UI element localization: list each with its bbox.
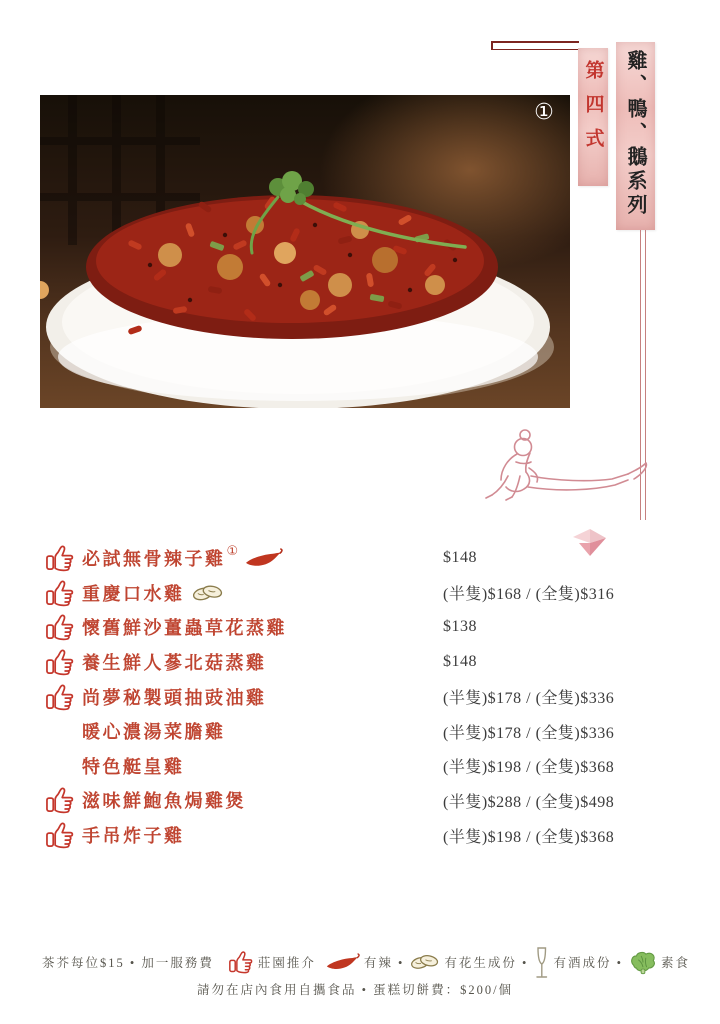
menu-item-row: [45, 541, 670, 576]
menu-item-row: [45, 783, 670, 818]
peanut-icon: [410, 953, 440, 971]
thumb-up-icon: [45, 613, 82, 641]
thumb-up-icon: [45, 544, 82, 572]
dish-price: $148: [443, 549, 477, 567]
menu-item-row: [45, 749, 670, 784]
dish-photo-art: [40, 95, 570, 408]
dish-price: (半隻)$198 / (全隻)$368: [443, 759, 615, 777]
thumb-up-icon: [228, 950, 254, 974]
dish-price: $138: [443, 618, 477, 636]
chili-icon: [245, 548, 283, 568]
peanut-icon: [192, 583, 224, 603]
footer-service-note: 茶芥每位$15 • 加一服務費: [42, 956, 214, 970]
dish-price: $148: [443, 653, 477, 671]
dish-price: (半隻)$168 / (全隻)$316: [443, 586, 615, 604]
legend-label-recommend: 莊園推介: [257, 956, 316, 970]
legend-label-peanut: 有花生成份 •: [444, 956, 529, 970]
menu-item-row: [45, 714, 670, 749]
menu-item-row: [45, 818, 670, 853]
dish-name: 重慶口水雞: [82, 583, 185, 604]
dish-price: (半隻)$198 / (全隻)$368: [443, 828, 615, 846]
dish-price: (半隻)$178 / (全隻)$336: [443, 690, 615, 708]
dish-name: 養生鮮人蔘北菇蒸雞: [82, 653, 267, 674]
vegetable-icon: [629, 950, 657, 975]
thumb-slot-empty: [45, 717, 82, 745]
legend-label-vegetarian: 素食: [660, 956, 690, 970]
thumb-up-icon: [45, 786, 82, 814]
dish-name: 手吊炸子雞: [82, 826, 185, 847]
kungfu-figure-illustration: [468, 424, 653, 519]
series-banner: [616, 42, 655, 230]
dish-name: 懷舊鮮沙薑蟲草花蒸雞: [82, 618, 287, 639]
photo-number-badge: ①: [534, 100, 554, 125]
legend-label-spicy: 有辣 •: [363, 956, 405, 970]
dish-name: 暖心濃湯菜膽雞: [82, 722, 226, 743]
dish-number-superscript: ①: [226, 543, 239, 559]
dish-photo: [40, 95, 570, 408]
series-banner-label: 雞、鴨、鵝系列: [624, 50, 646, 218]
thumb-up-icon: [45, 821, 82, 849]
dish-name: 必試無骨辣子雞: [82, 549, 226, 570]
dish-name: 尚夢秘製頭抽豉油雞: [82, 687, 267, 708]
decorative-double-rule: [492, 41, 579, 50]
wine-glass-icon: [534, 946, 549, 979]
dish-price: (半隻)$288 / (全隻)$498: [443, 793, 615, 811]
dish-price: (半隻)$178 / (全隻)$336: [443, 724, 615, 742]
thumb-up-icon: [45, 579, 82, 607]
menu-item-row: [45, 610, 670, 645]
thumb-up-icon: [45, 648, 82, 676]
footer-legend: [42, 942, 690, 982]
menu-item-row: [45, 679, 670, 714]
dish-name: 特色艇皇雞: [82, 756, 185, 777]
chili-icon: [326, 953, 360, 971]
style-banner: [578, 48, 608, 186]
footer-policy-note: 請勿在店內食用自攜食品 • 蛋糕切餅費：$200/個: [196, 983, 514, 997]
dish-name: 滋味鮮鮑魚焗雞煲: [82, 791, 246, 812]
menu-item-row: [45, 645, 670, 680]
thumb-slot-empty: [45, 752, 82, 780]
legend-label-alcohol: 有酒成份 •: [553, 956, 623, 970]
menu-item-row: [45, 576, 670, 611]
style-banner-label: 第四式: [582, 60, 604, 162]
thumb-up-icon: [45, 683, 82, 711]
menu-list: [45, 541, 670, 852]
